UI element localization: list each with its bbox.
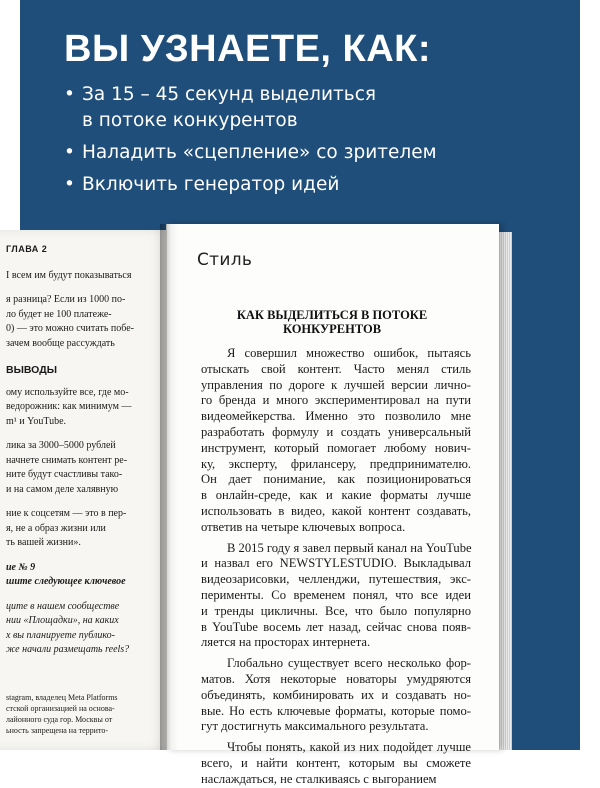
body-line: всего, и найти контент, которым вы сможете — [201, 755, 471, 770]
left-line: ведорожник: как минимум — — [6, 401, 132, 412]
section-title-line-1: КАК ВЫДЕЛИТЬСЯ В ПОТОКЕ — [236, 308, 428, 322]
left-line: ние к соцсетям — это в пер- — [6, 508, 127, 519]
bullet-1-line-2: в потоке конкурентов — [82, 110, 298, 131]
left-line: ло будет не 100 платеже- — [6, 308, 112, 320]
body-line: В 2015 году я завел первый канал на YouTube — [227, 540, 472, 555]
left-line: ните будут счастливы тако- — [6, 469, 123, 480]
body-line: использовать в видео, какой контент создавать, — [201, 503, 471, 518]
bullet-2-line-1: Наладить «сцепление» со зрителем — [82, 142, 437, 163]
left-line: m¹ и YouTube. — [6, 415, 67, 427]
left-line: ть вашей жизни». — [6, 537, 81, 548]
left-footnote-line: stagram, владелец Meta Platforms — [6, 692, 118, 702]
left-line: начнете снимать контент ре- — [6, 454, 128, 466]
body-line: наслаждаться, не сталкиваясь с выгоранием — [201, 771, 437, 786]
body-line: разработать формулу и создать универсальный — [201, 424, 471, 439]
body-line: ответив на четыре ключевых вопроса. — [201, 519, 406, 534]
left-line: х вы планируете публико- — [6, 629, 115, 641]
promo-bullet-2 — [64, 140, 564, 166]
body-line: ку, эксперту, фрилансеру, предпринимателю. — [201, 456, 471, 471]
bullet-3-line-1: Включить генератор идей — [82, 174, 340, 195]
body-line: го бренда и много экспериментировал на пути — [201, 393, 471, 408]
promo-bullet-3 — [64, 172, 564, 198]
section-title-line-2: КОНКУРЕНТОВ — [282, 322, 382, 336]
left-footnote-line: лайонного суда гор. Москвы от — [6, 714, 113, 724]
left-line: зачем вообще рассуждать — [6, 337, 115, 349]
bullet-dot-icon: • — [64, 142, 75, 163]
left-page-text — [6, 242, 168, 736]
left-line: же начали размещать reels? — [6, 644, 130, 655]
bullet-dot-icon: • — [64, 174, 75, 195]
left-line: лика за 3000–5000 рублей — [6, 440, 116, 451]
body-text — [201, 346, 471, 788]
body-line: ляется на просторах интернета. — [201, 635, 371, 650]
body-line: инструмент, который помогает любому нович- — [201, 440, 471, 455]
body-line: управления по дороге к лучшей версии лично- — [201, 377, 471, 392]
left-line: ците в нашем сообществе — [6, 600, 120, 612]
body-line: перименты. Со временем понял, что все идеи — [201, 587, 471, 602]
book-right-page — [166, 224, 499, 786]
body-line: Я совершил множество ошибок, пытаясь — [227, 346, 471, 360]
bullet-1-line-1: За 15 – 45 секунд выделиться — [82, 84, 377, 105]
body-line: видеомейкерства. Именно это позволило мне — [201, 409, 471, 424]
body-line: Чтобы понять, какой из них подойдет лучше — [227, 740, 471, 755]
body-line: матов. Хотя некоторые новаторы умудряются — [201, 671, 471, 686]
left-footnote-line: ьность запрещена на террито- — [6, 725, 109, 735]
left-task-subtitle: шите следующее ключевое — [6, 576, 126, 587]
body-line: в онлайн-среде, как и какие форматы лучше — [201, 488, 471, 503]
body-line: и тренды цикличны. Все, что было популярно — [201, 603, 471, 618]
left-line: я, не а образ жизни или — [6, 522, 106, 534]
promo-headline: ВЫ УЗНАЕТЕ, КАК: — [64, 28, 432, 70]
body-line: в YouTube восемь лет назад, сейчас снова появ- — [201, 619, 471, 634]
book-page-edges — [498, 232, 512, 750]
book-left-page — [0, 230, 168, 750]
left-footnote-line: стской организацией на основа- — [6, 703, 115, 713]
body-line: и назвал его NEWSTYLESTUDIO. Выкладывал — [201, 556, 471, 571]
left-line: и на самом деле халявную — [6, 483, 119, 495]
left-line: нии «Площадки», на каких — [6, 615, 119, 626]
bullet-dot-icon: • — [64, 84, 75, 105]
body-line: Глобально существует всего несколько фор- — [227, 656, 471, 671]
body-line: отыскать свой контент. Часто менял стиль — [201, 361, 471, 376]
body-line: объединять, комбинировать их и создавать но- — [201, 687, 471, 702]
body-line: Он дает понимание, как позиционироваться — [201, 472, 471, 487]
body-line: гут достигнуть максимального результата. — [201, 719, 429, 734]
left-line: ому используйте все, где мо- — [6, 386, 129, 398]
promo-bullet-1 — [64, 82, 564, 134]
left-section-title: ВЫВОДЫ — [6, 364, 57, 376]
left-task-title: ие № 9 — [6, 561, 36, 573]
book-gutter-shadow — [160, 224, 178, 750]
left-line: я разница? Если из 1000 по- — [6, 294, 126, 305]
left-line: I всем им будут показываться — [6, 269, 132, 281]
left-chapter-head: ГЛАВА 2 — [6, 244, 48, 254]
body-line: вые. Но есть ключевые форматы, которые помо- — [201, 703, 471, 718]
left-line: 0) — это можно считать побе- — [6, 323, 134, 334]
promo-bullet-list — [64, 82, 564, 204]
running-head: Стиль — [197, 250, 253, 270]
body-line: видеозарисовки, челленджи, путешествия, экс- — [201, 572, 471, 587]
section-title — [207, 308, 457, 336]
